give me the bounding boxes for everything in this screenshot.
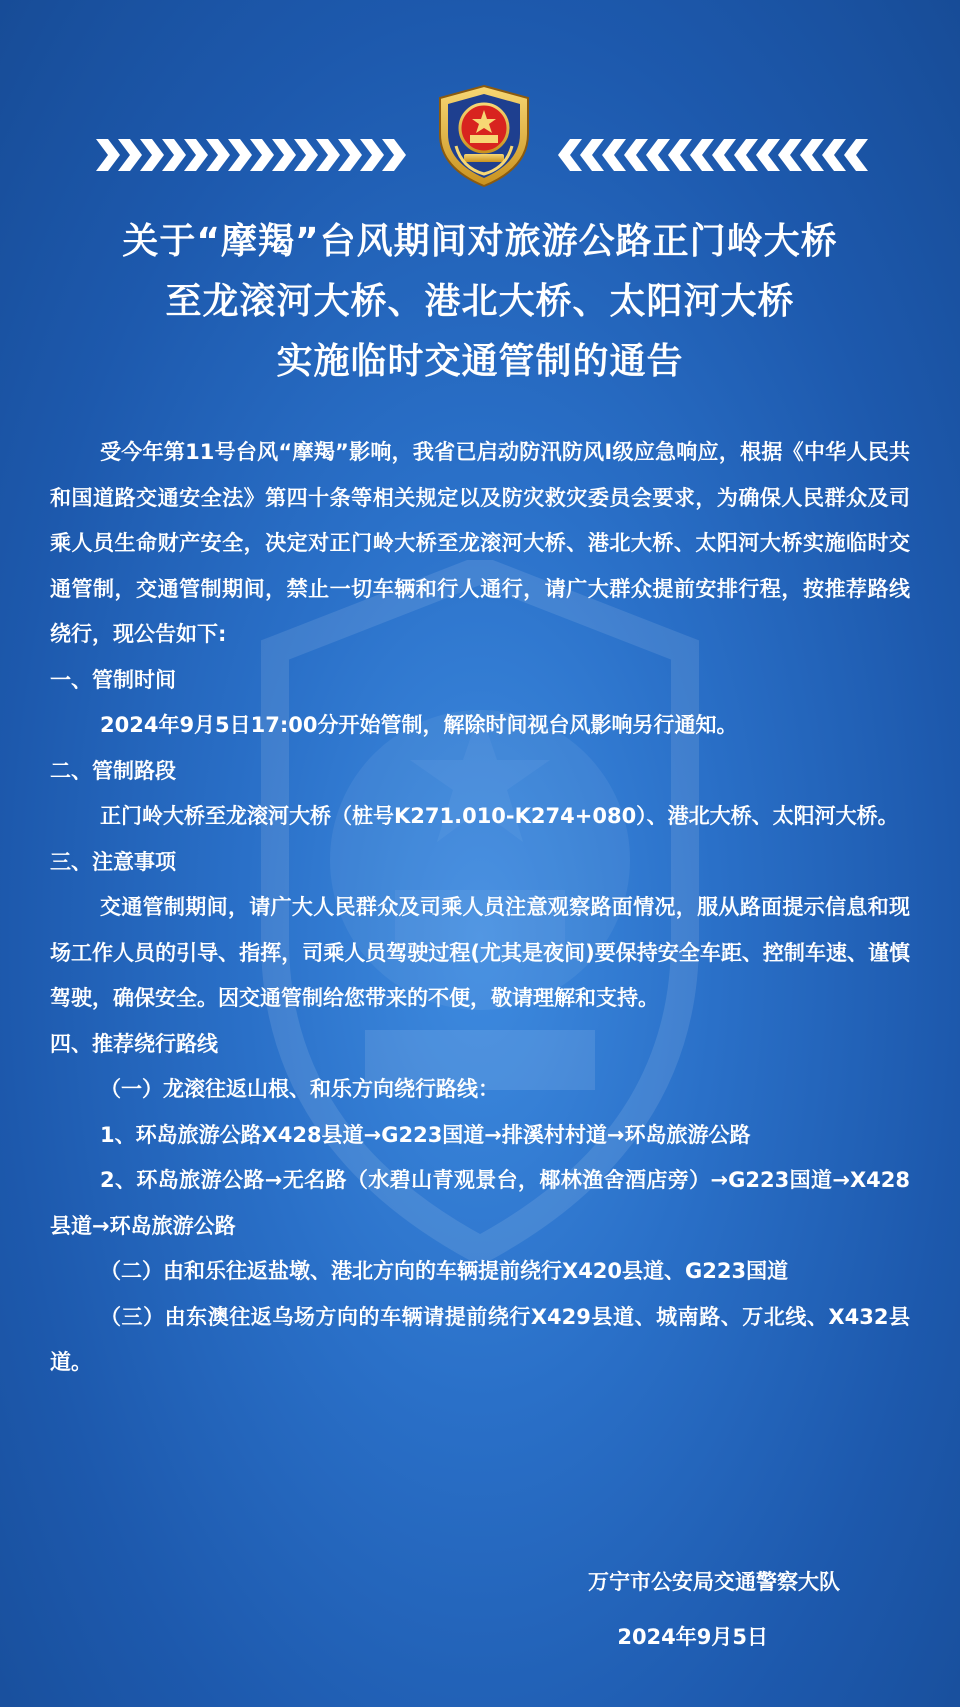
- section-4-sub-3: （三）由东澳往返乌场方向的车辆请提前绕行X429县道、城南路、万北线、X432县道。: [50, 1304, 910, 1374]
- section-3-heading: 三、注意事项: [50, 849, 176, 874]
- section-1-body: 2024年9月5日17:00分开始管制，解除时间视台风影响另行通知。: [100, 713, 738, 737]
- title-line-2: 至龙滚河大桥、港北大桥、太阳河大桥: [165, 281, 795, 322]
- intro-paragraph: 受今年第11号台风“摩羯”影响，我省已启动防汛防风Ⅰ级应急响应，根据《中华人民共和国道路交通安全法》第四十条等相关规定以及防灾救灾委员会要求，为确保人民群众及司乘人员生命财产安全，决定对正门岭大桥至龙滚河大桥、港北大桥、太阳河大桥实施临时交通管制，交通管制期间，禁止一切车辆和行人通行，请广大群众提前安排行程，按推荐路线绕行，现公告如下:: [50, 440, 910, 646]
- issuing-unit: 万宁市公安局交通警察大队: [588, 1570, 840, 1594]
- title-line-1: 关于“摩羯”台风期间对旅游公路正门岭大桥: [122, 221, 838, 262]
- section-1-heading: 一、管制时间: [50, 667, 176, 692]
- left-chevron-decoration: [96, 137, 414, 173]
- notice-title: [30, 212, 930, 392]
- signature-block: [470, 1555, 840, 1665]
- section-3-body: 交通管制期间，请广大人民群众及司乘人员注意观察路面情况，服从路面提示信息和现场工作人员的引导、指挥，司乘人员驾驶过程(尤其是夜间)要保持安全车距、控制车速、谨慎驾驶，确保安全。因交通管制给您带来的不便，敬请理解和支持。: [50, 895, 910, 1010]
- section-2-heading: 二、管制路段: [50, 758, 176, 783]
- section-4-sub-1: （一）龙滚往返山根、和乐方向绕行路线：: [100, 1077, 499, 1101]
- notice-body: [50, 430, 910, 1386]
- right-chevron-decoration: [558, 137, 868, 173]
- route-1: 1、环岛旅游公路X428县道→G223国道→排溪村村道→环岛旅游公路: [100, 1122, 751, 1147]
- header-band: [0, 82, 960, 192]
- issue-date: 2024年9月5日: [617, 1625, 768, 1649]
- route-2: 2、环岛旅游公路→无名路（水碧山青观景台，椰林渔舍酒店旁）→G223国道→X428县道→环岛旅游公路: [50, 1168, 910, 1238]
- title-line-3: 实施临时交通管制的通告: [276, 341, 684, 382]
- section-4-heading: 四、推荐绕行路线: [50, 1031, 218, 1056]
- section-2-body: 正门岭大桥至龙滚河大桥（桩号K271.010-K274+080）、港北大桥、太阳河大桥。: [100, 804, 899, 828]
- section-4-sub-2: （二）由和乐往返盐墩、港北方向的车辆提前绕行X420县道、G223国道: [100, 1259, 789, 1283]
- police-emblem-icon: [432, 82, 536, 190]
